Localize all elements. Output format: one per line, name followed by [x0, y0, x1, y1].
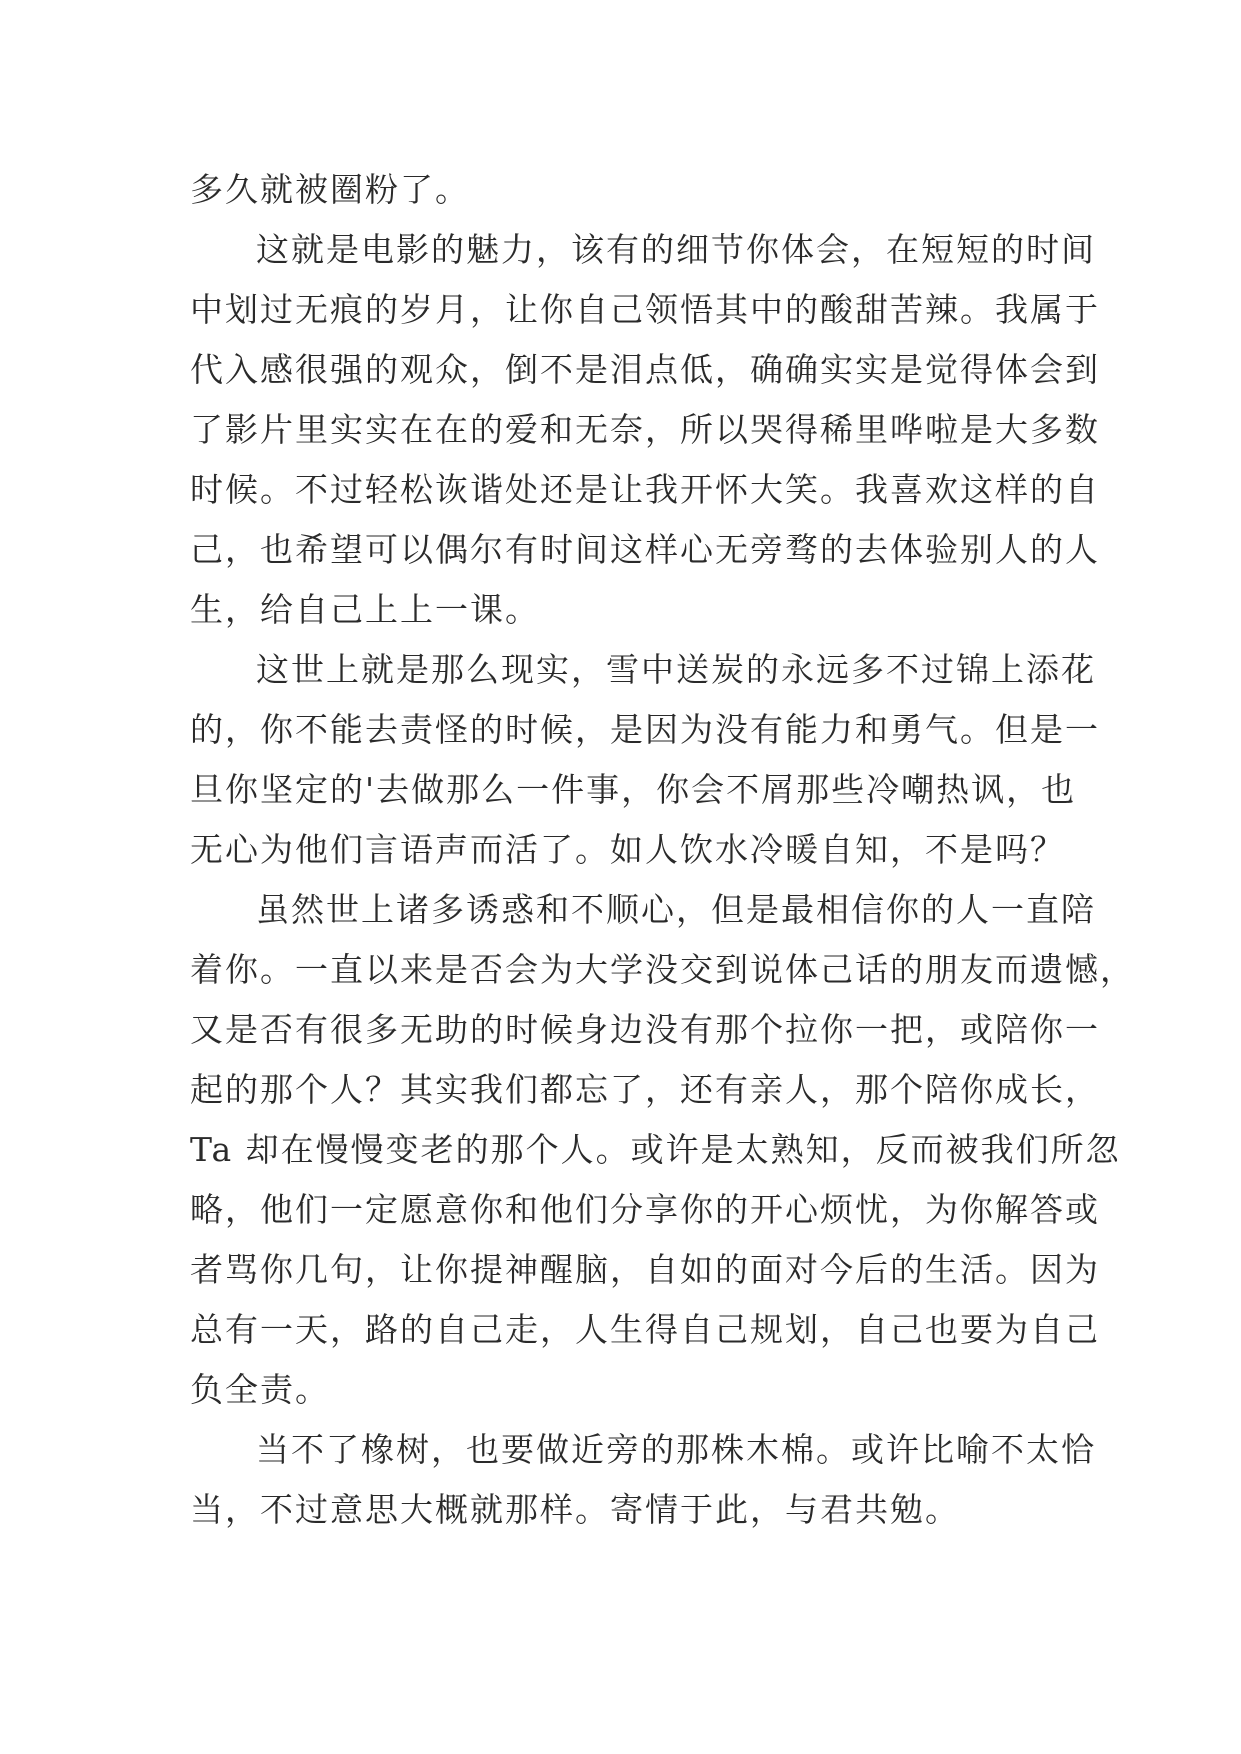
text-line: 旦你坚定的'去做那么一件事，你会不屑那些冷嘲热讽，也 — [190, 770, 1077, 809]
text-line: 了影片里实实在在的爱和无奈，所以哭得稀里哗啦是大多数 — [190, 410, 1100, 449]
text-line: 略，他们一定愿意你和他们分享你的开心烦忧，为你解答或 — [190, 1190, 1100, 1229]
paragraph-start-line: 这就是电影的魅力，该有的细节你体会，在短短的时间 — [256, 230, 1096, 269]
text-line: 者骂你几句，让你提神醒脑，自如的面对今后的生活。因为 — [190, 1250, 1100, 1289]
text-line: 代入感很强的观众，倒不是泪点低，确确实实是觉得体会到 — [190, 350, 1100, 389]
text-line: 的，你不能去责怪的时候，是因为没有能力和勇气。但是一 — [190, 710, 1100, 749]
text-line: 又是否有很多无助的时候身边没有那个拉你一把，或陪你一 — [190, 1010, 1100, 1049]
text-line: Ta 却在慢慢变老的那个人。或许是太熟知，反而被我们所忽 — [190, 1130, 1121, 1169]
text-line: 着你。一直以来是否会为大学没交到说体己话的朋友而遗憾， — [190, 950, 1135, 989]
text-line: 当，不过意思大概就那样。寄情于此，与君共勉。 — [190, 1490, 960, 1529]
body-text — [190, 160, 1135, 1540]
text-line: 中划过无痕的岁月，让你自己领悟其中的酸甜苦辣。我属于 — [190, 290, 1100, 329]
text-line: 总有一天，路的自己走，人生得自己规划，自己也要为自己 — [190, 1310, 1100, 1349]
paragraph-start-line: 当不了橡树，也要做近旁的那株木棉。或许比喻不太恰 — [256, 1430, 1096, 1469]
text-line: 无心为他们言语声而活了。如人饮水冷暖自知，不是吗？ — [190, 830, 1065, 869]
text-line: 生，给自己上上一课。 — [190, 590, 540, 629]
paragraph-start-line: 这世上就是那么现实，雪中送炭的永远多不过锦上添花 — [256, 650, 1096, 689]
text-line: 起的那个人？其实我们都忘了，还有亲人，那个陪你成长， — [190, 1070, 1100, 1109]
text-line: 己，也希望可以偶尔有时间这样心无旁骛的去体验别人的人 — [190, 530, 1100, 569]
text-line: 时候。不过轻松诙谐处还是让我开怀大笑。我喜欢这样的自 — [190, 470, 1100, 509]
text-line: 负全责。 — [190, 1370, 330, 1409]
paragraph-start-line: 虽然世上诸多诱惑和不顺心，但是最相信你的人一直陪 — [256, 890, 1096, 929]
text-line: 多久就被圈粉了。 — [190, 170, 470, 209]
